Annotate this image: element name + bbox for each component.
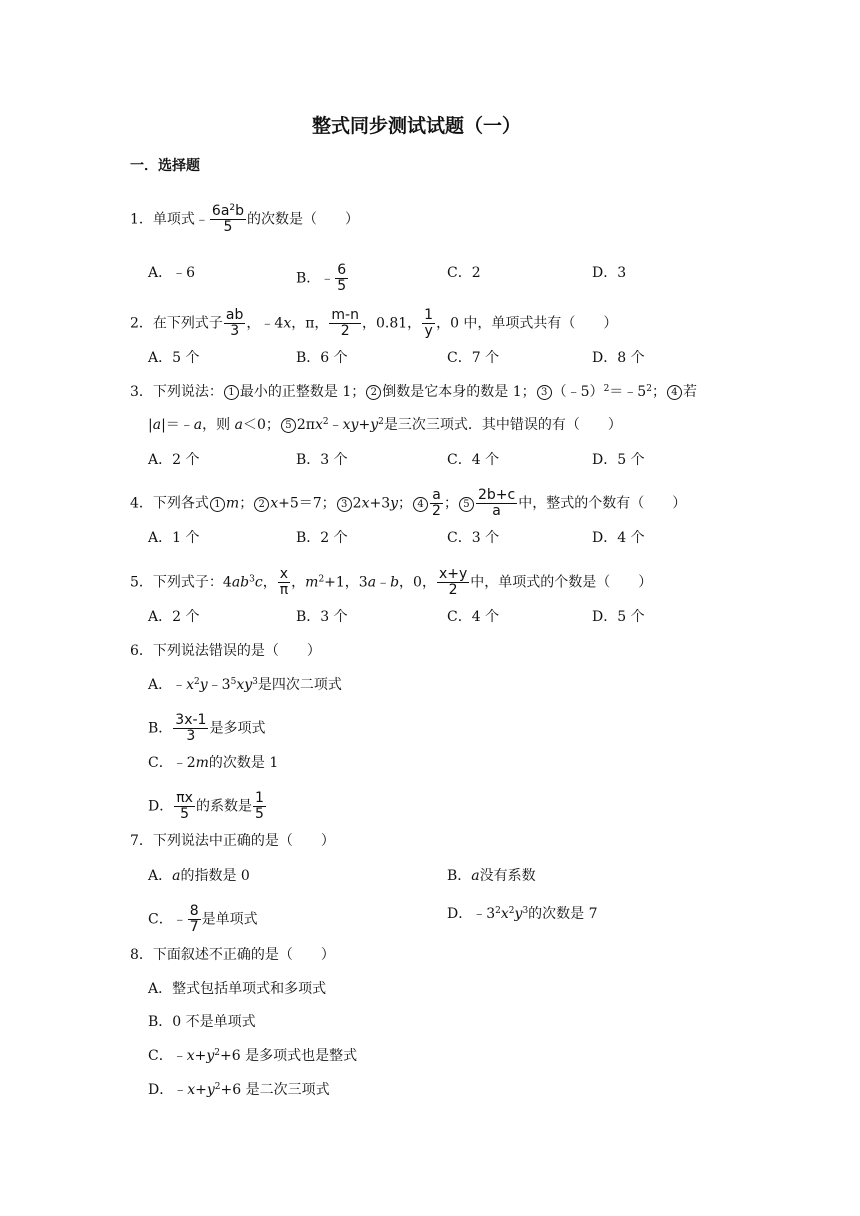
- q6-option-d[interactable]: D． $\frac{\pi x}{5}$ 的系数是 $\frac{1}{5}$: [148, 790, 264, 822]
- q1-option-c[interactable]: C．2: [447, 265, 481, 281]
- question-1: 1．单项式﹣ $\frac{6a^2b}{5}$ 的次数是（ ）: [130, 203, 360, 235]
- q2-option-a[interactable]: A．5 个: [148, 350, 200, 366]
- q6-option-c[interactable]: C．﹣2m的次数是 1: [148, 755, 279, 771]
- question-2: 2．在下列式子 $\frac{ab}{3}$ ，﹣4x，π， $\frac{m-n}{2}$ ，0.81， $\frac{1}{y}$ ，0 中，单项式共有（ ）: [130, 307, 618, 339]
- q6-option-b[interactable]: B． $\frac{3x-1}{3}$ 是多项式: [148, 712, 266, 744]
- q8-option-b[interactable]: B．0 不是单项式: [148, 1014, 256, 1030]
- q7-option-a[interactable]: A．a的指数是 0: [148, 868, 250, 884]
- q6-option-a[interactable]: A．$﹣x^2y﹣3^5xy^3$是四次二项式: [148, 677, 342, 693]
- q2-option-b[interactable]: B．6 个: [296, 350, 348, 366]
- question-3-line-1: 3．下列说法： 1 最小的正整数是 1； 2 倒数是它本身的数是 1； 3 $(﹣5)^2=﹣5^2$； 4 若: [130, 384, 697, 400]
- q5-option-c[interactable]: C．4 个: [447, 609, 500, 625]
- q7-option-d[interactable]: D．$﹣3^2x^2y^3$的次数是 7: [447, 906, 598, 922]
- q3-option-b[interactable]: B．3 个: [296, 452, 348, 468]
- q7-option-c[interactable]: C．﹣ $\frac{8}{7}$ 是单项式: [148, 903, 258, 935]
- q4-option-c[interactable]: C．3 个: [447, 530, 500, 546]
- question-8: 8．下面叙述不正确的是（ ）: [130, 947, 335, 963]
- q8-option-c[interactable]: C．$﹣x+y^2+6$ 是多项式也是整式: [148, 1048, 358, 1064]
- question-6: 6．下列说法错误的是（ ）: [130, 643, 321, 659]
- fraction: $\frac{6a^2b}{5}$: [211, 203, 245, 235]
- q2-option-c[interactable]: C．7 个: [447, 350, 500, 366]
- page-title: 整式同步测试试题（一）: [312, 115, 522, 137]
- q5-option-b[interactable]: B．3 个: [296, 609, 348, 625]
- q3-option-c[interactable]: C．4 个: [447, 452, 500, 468]
- q1-option-a[interactable]: A．﹣6: [148, 265, 196, 281]
- q1-option-b[interactable]: B．﹣ $\frac{6}{5}$: [296, 262, 347, 294]
- question-7: 7．下列说法中正确的是（ ）: [130, 833, 335, 849]
- q2-option-d[interactable]: D．8 个: [592, 350, 645, 366]
- question-3-line-2: |a|＝﹣a，则 a＜0； 5 $2\pi x^2﹣xy+y^2$是三次三项式．其中错误的有（ ）: [148, 417, 622, 433]
- q8-option-d[interactable]: D．$﹣x+y^2+6$ 是二次三项式: [148, 1082, 330, 1098]
- q4-option-d[interactable]: D．4 个: [592, 530, 645, 546]
- question-5: 5．下列式子：$4ab^3c$， $\frac{x}{\pi}$ ，$m^2+1$，3a﹣b，0， $\frac{x+y}{2}$ 中，单项式的个数是（ ）: [130, 566, 653, 598]
- q5-option-d[interactable]: D．5 个: [592, 609, 645, 625]
- q5-option-a[interactable]: A．2 个: [148, 609, 200, 625]
- q1-option-d[interactable]: D．3: [592, 265, 627, 281]
- q4-option-b[interactable]: B．2 个: [296, 530, 348, 546]
- q4-option-a[interactable]: A．1 个: [148, 530, 200, 546]
- question-4: 4．下列各式 1 m； 2 x+5＝7； 3 2x+3y； 4 $\frac{a}{2}$ ； 5 $\frac{2b+c}{a}$ 中，整式的个数有（ ）: [130, 487, 687, 519]
- q8-option-a[interactable]: A．整式包括单项式和多项式: [148, 981, 327, 997]
- q3-option-d[interactable]: D．5 个: [592, 452, 645, 468]
- q3-option-a[interactable]: A．2 个: [148, 452, 200, 468]
- section-heading: 一．选择题: [130, 158, 200, 174]
- q7-option-b[interactable]: B．a没有系数: [447, 868, 536, 884]
